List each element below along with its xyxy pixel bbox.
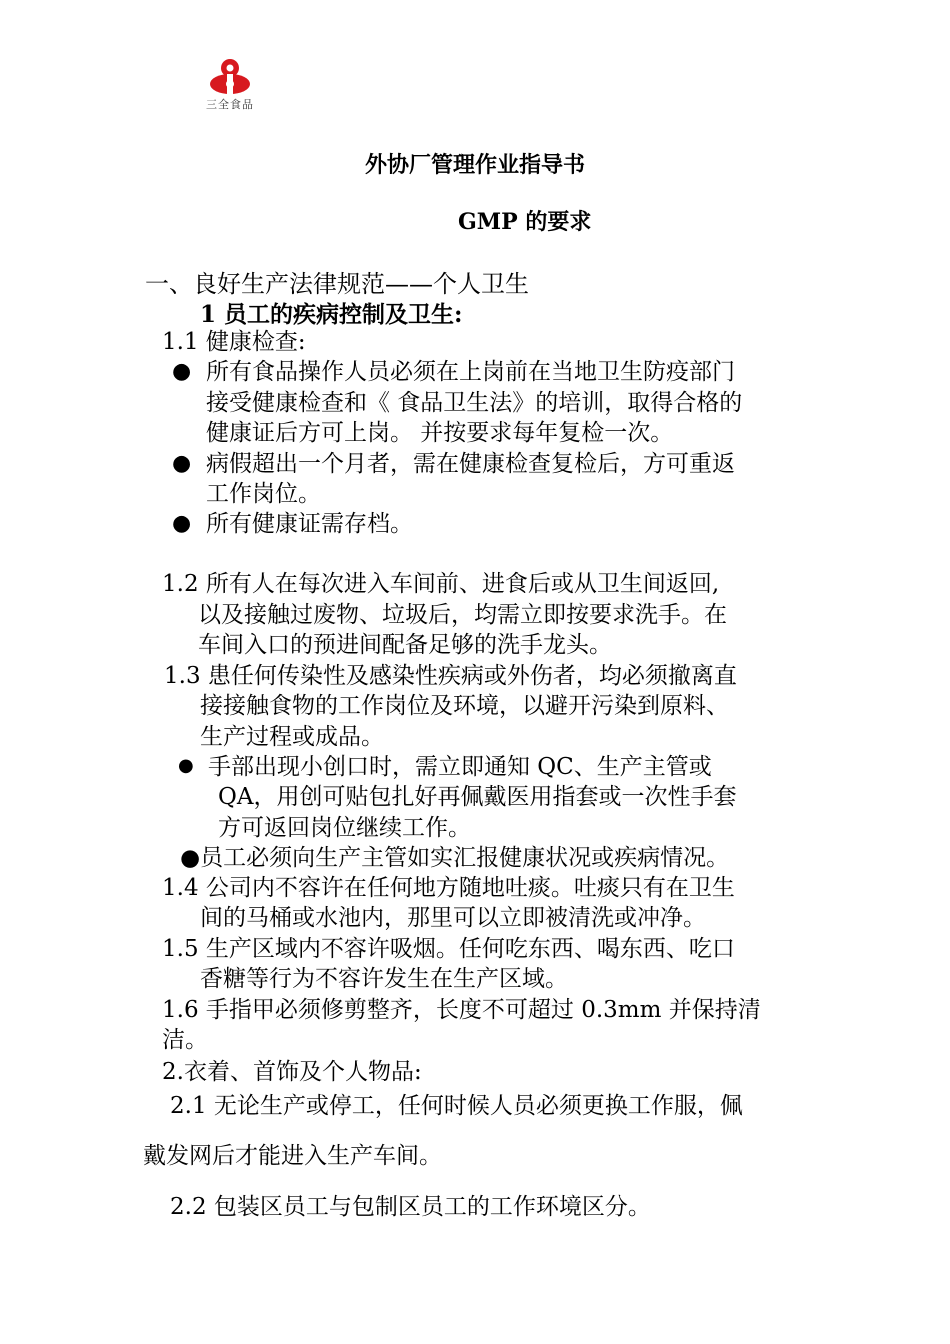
bullet-3-line-1: 所有健康证需存档。 bbox=[206, 511, 413, 537]
bullet-icon: ● bbox=[172, 359, 192, 384]
item-1-3-line-1: 1.3 患任何传染性及感染性疾病或外伤者，均必须撤离直 bbox=[164, 663, 737, 689]
document-subtitle: GMP 的要求 bbox=[458, 209, 592, 235]
item-1-2-line-3: 车间入口的预进间配备足够的洗手龙头。 bbox=[198, 632, 612, 658]
item-1-1-heading: 1.1 健康检查: bbox=[162, 329, 306, 355]
item-1-3-line-2: 接接触食物的工作岗位及环境，以避开污染到原料、 bbox=[200, 693, 729, 719]
section-heading: 一、良好生产法律规范——个人卫生 bbox=[145, 270, 529, 298]
item-2-1-line-2: 戴发网后才能进入生产车间。 bbox=[143, 1143, 442, 1169]
bullet-1-line-1: 所有食品操作人员必须在上岗前在当地卫生防疫部门 bbox=[206, 359, 735, 385]
item-2-1-line-1: 2.1 无论生产或停工，任何时候人员必须更换工作服，佩 bbox=[170, 1093, 743, 1119]
bullet-4-line-1: 手部出现小创口时，需立即通知 QC、生产主管或 bbox=[208, 754, 712, 780]
bullet-4-line-2: QA，用创可贴包扎好再佩戴医用指套或一次性手套 bbox=[218, 784, 737, 810]
item-1-3-line-3: 生产过程或成品。 bbox=[200, 724, 384, 750]
company-logo bbox=[198, 58, 262, 114]
logo-mark-icon bbox=[198, 58, 262, 96]
item-1-5-line-2: 香糖等行为不容许发生在生产区域。 bbox=[200, 966, 568, 992]
item-1-6-line-1: 1.6 手指甲必须修剪整齐，长度不可超过 0.3mm 并保持清 bbox=[162, 997, 761, 1023]
subsection-heading: 1 员工的疾病控制及卫生: bbox=[200, 301, 463, 328]
document-title: 外协厂管理作业指导书 bbox=[364, 152, 585, 178]
bullet-1-line-3: 健康证后方可上岗。 并按要求每年复检一次。 bbox=[206, 420, 674, 446]
item-2-2-line-1: 2.2 包装区员工与包制区员工的工作环境区分。 bbox=[170, 1194, 651, 1220]
item-1-6-line-2: 洁。 bbox=[162, 1027, 208, 1053]
item-1-4-line-1: 1.4 公司内不容许在任何地方随地吐痰。吐痰只有在卫生 bbox=[162, 875, 735, 901]
bullet-5-line-1: ●员工必须向生产主管如实汇报健康状况或疾病情况。 bbox=[180, 845, 730, 871]
item-1-4-line-2: 间的马桶或水池内，那里可以立即被清洗或冲净。 bbox=[200, 905, 706, 931]
bullet-icon: ● bbox=[172, 451, 192, 476]
bullet-4-line-3: 方可返回岗位继续工作。 bbox=[218, 815, 471, 841]
item-1-2-line-2: 以及接触过废物、垃圾后，均需立即按要求洗手。在 bbox=[198, 602, 727, 628]
bullet-2-line-2: 工作岗位。 bbox=[206, 481, 321, 507]
bullet-icon: ● bbox=[172, 511, 192, 536]
item-1-5-line-1: 1.5 生产区域内不容许吸烟。任何吃东西、喝东西、吃口 bbox=[162, 936, 735, 962]
bullet-1-line-2: 接受健康检查和《 食品卫生法》的培训，取得合格的 bbox=[206, 390, 743, 416]
item-1-2-line-1: 1.2 所有人在每次进入车间前、进食后或从卫生间返回, bbox=[162, 571, 720, 597]
section-2-heading: 2.衣着、首饰及个人物品: bbox=[162, 1059, 422, 1085]
logo-text: 三全食品 bbox=[206, 98, 254, 111]
bullet-icon: ● bbox=[178, 755, 194, 776]
bullet-2-line-1: 病假超出一个月者，需在健康检查复检后，方可重返 bbox=[206, 451, 735, 477]
